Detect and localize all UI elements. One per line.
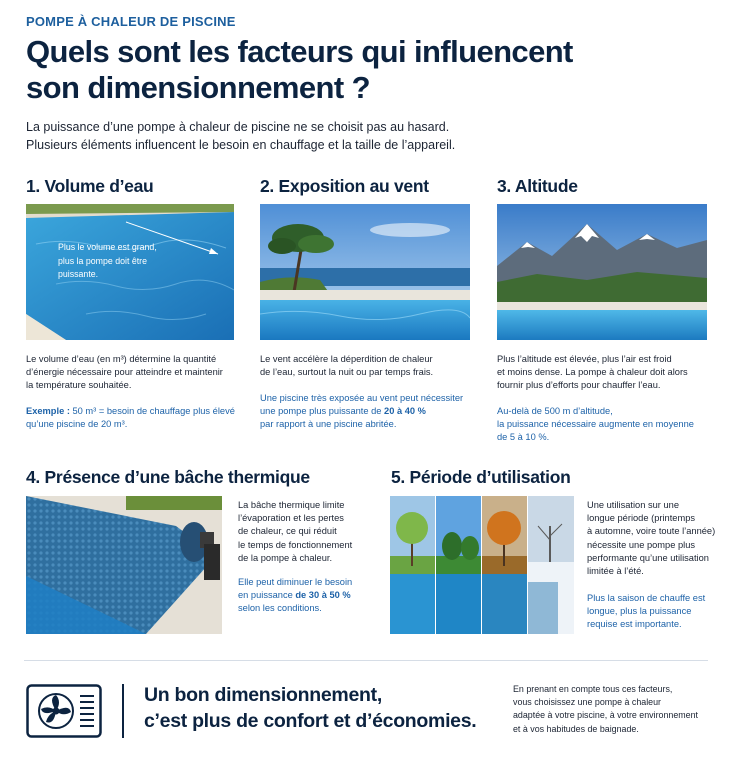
cover-body (238, 499, 352, 565)
cover-body-line-2: l’évaporation et les pertes (238, 513, 344, 524)
altitude-highlight-line-2: la puissance nécessaire augmente en moyenne (497, 419, 694, 430)
wind-highlight-line-3: par rapport à une piscine abritée. (260, 419, 397, 430)
conclusion-line-1: Un bon dimensionnement, (144, 684, 382, 706)
altitude-highlight-line-1: Au-delà de 500 m d’altitude, (497, 406, 613, 416)
section-wind-title: 2. Exposition au vent (260, 176, 429, 196)
volume-caption-line-2: plus la pompe doit être (58, 255, 147, 266)
summary-line-4: et à vos habitudes de baignade. (513, 723, 639, 734)
summary-line-3: adaptée à votre piscine, à votre environnement (513, 710, 699, 721)
period-body-line-1: Une utilisation sur une (587, 500, 679, 510)
period-body-line-4: nécessite une pompe plus (587, 539, 696, 550)
wind-body-line-2: de l’eau, surtout la nuit ou par temps frais. (260, 367, 434, 378)
wind-body-line-1: Le vent accélère la déperdition de chaleur (260, 354, 433, 364)
period-highlight-line-1: Plus la saison de chauffe est (587, 593, 706, 603)
volume-body (26, 353, 223, 393)
wind-pool-illustration (260, 204, 470, 340)
volume-caption-line-3: puissante. (58, 269, 99, 280)
volume-example-label: Exemple : (26, 406, 70, 416)
summary-line-1: En prenant en compte tous ces facteurs, (513, 684, 673, 694)
altitude-highlight-line-3: de 5 à 10 %. (497, 432, 550, 443)
volume-body-line-3: la température souhaitée. (26, 380, 132, 391)
period-highlight-line-3: requise est importante. (587, 619, 682, 630)
volume-example-line-1: 50 m³ = besoin de chauffage plus élevé (69, 406, 235, 416)
wind-highlight-percent: 20 à 40 % (384, 406, 426, 417)
period-body-line-5: performante qu’une utilisation (587, 552, 709, 563)
section-altitude-title: 3. Altitude (497, 176, 578, 196)
altitude-body-line-3: fournir plus d’efforts pour chauffer l’eau. (497, 380, 661, 391)
period-seasons-illustration (390, 496, 574, 634)
wind-highlight-line-1: Une piscine très exposée au vent peut nécessiter (260, 393, 464, 403)
period-body-line-6: limitée à l’été. (587, 566, 644, 577)
period-body-line-3: à automne, voire toute l’année) (587, 526, 716, 537)
cover-body-line-5: de la pompe à chaleur. (238, 552, 333, 563)
section-cover-title: 4. Présence d’une bâche thermique (26, 467, 310, 487)
period-highlight (587, 592, 705, 632)
period-body (587, 499, 715, 578)
altitude-body-line-1: Plus l’altitude est élevée, plus l’air est froid (497, 354, 672, 364)
section-volume-title: 1. Volume d’eau (26, 176, 154, 196)
cover-highlight-line-2: en puissance (238, 590, 296, 601)
altitude-body-line-2: et moins dense. La pompe à chaleur doit alors (497, 367, 688, 378)
volume-example-line-2: qu’une piscine de 20 m³. (26, 419, 128, 430)
cover-highlight (238, 576, 352, 616)
cover-body-line-4: le temps de fonctionnement (238, 539, 353, 550)
volume-caption-line-1: Plus le volume est grand, (58, 242, 157, 252)
cover-body-line-1: La bâche thermique limite (238, 500, 345, 510)
page-title-line-1: Quels sont les facteurs qui influencent (26, 34, 573, 69)
altitude-pool-illustration (497, 204, 707, 340)
summary-line-2: vous choisissez une pompe à chaleur (513, 697, 662, 708)
volume-body-line-2: d’énergie nécessaire pour atteindre et maintenir (26, 367, 223, 378)
wind-highlight-line-2: une pompe plus puissante de (260, 406, 385, 417)
page-title-line-2: son dimensionnement ? (26, 70, 370, 105)
page-kicker: POMPE À CHALEUR DE PISCINE (26, 14, 236, 29)
wind-body (260, 353, 433, 379)
intro-line-1: La puissance d’une pompe à chaleur de piscine ne se choisit pas au hasard. (26, 120, 450, 134)
period-body-line-2: longue période (printemps (587, 513, 696, 524)
cover-highlight-line-3: selon les conditions. (238, 603, 322, 614)
intro-text (26, 118, 716, 154)
page-title (26, 34, 716, 106)
section-period-title: 5. Période d’utilisation (391, 467, 571, 487)
volume-example (26, 405, 235, 431)
cover-pool-photo (26, 496, 222, 634)
conclusion-line-2: c’est plus de confort et d’économies. (144, 710, 477, 732)
wind-pool-photo (260, 204, 470, 340)
period-highlight-line-2: longue, plus la puissance (587, 606, 692, 617)
cover-body-line-3: de chaleur, ce qui réduit (238, 526, 337, 537)
altitude-body (497, 353, 688, 393)
cover-pool-illustration (26, 496, 222, 634)
wind-highlight (260, 392, 463, 432)
volume-body-line-1: Le volume d’eau (en m³) détermine la quantité (26, 354, 217, 364)
altitude-pool-photo (497, 204, 707, 340)
altitude-highlight (497, 405, 694, 445)
volume-photo-caption (58, 241, 157, 282)
heat-pump-icon (26, 684, 102, 738)
cover-highlight-percent: de 30 à 50 % (295, 590, 351, 601)
footer-summary (513, 683, 713, 736)
intro-line-2: Plusieurs éléments influencent le besoin en chauffage et la taille de l’appareil. (26, 138, 456, 152)
footer-divider (24, 660, 708, 661)
footer-accent-bar (122, 684, 124, 738)
period-seasons-photo (390, 496, 574, 634)
cover-highlight-line-1: Elle peut diminuer le besoin (238, 577, 353, 587)
